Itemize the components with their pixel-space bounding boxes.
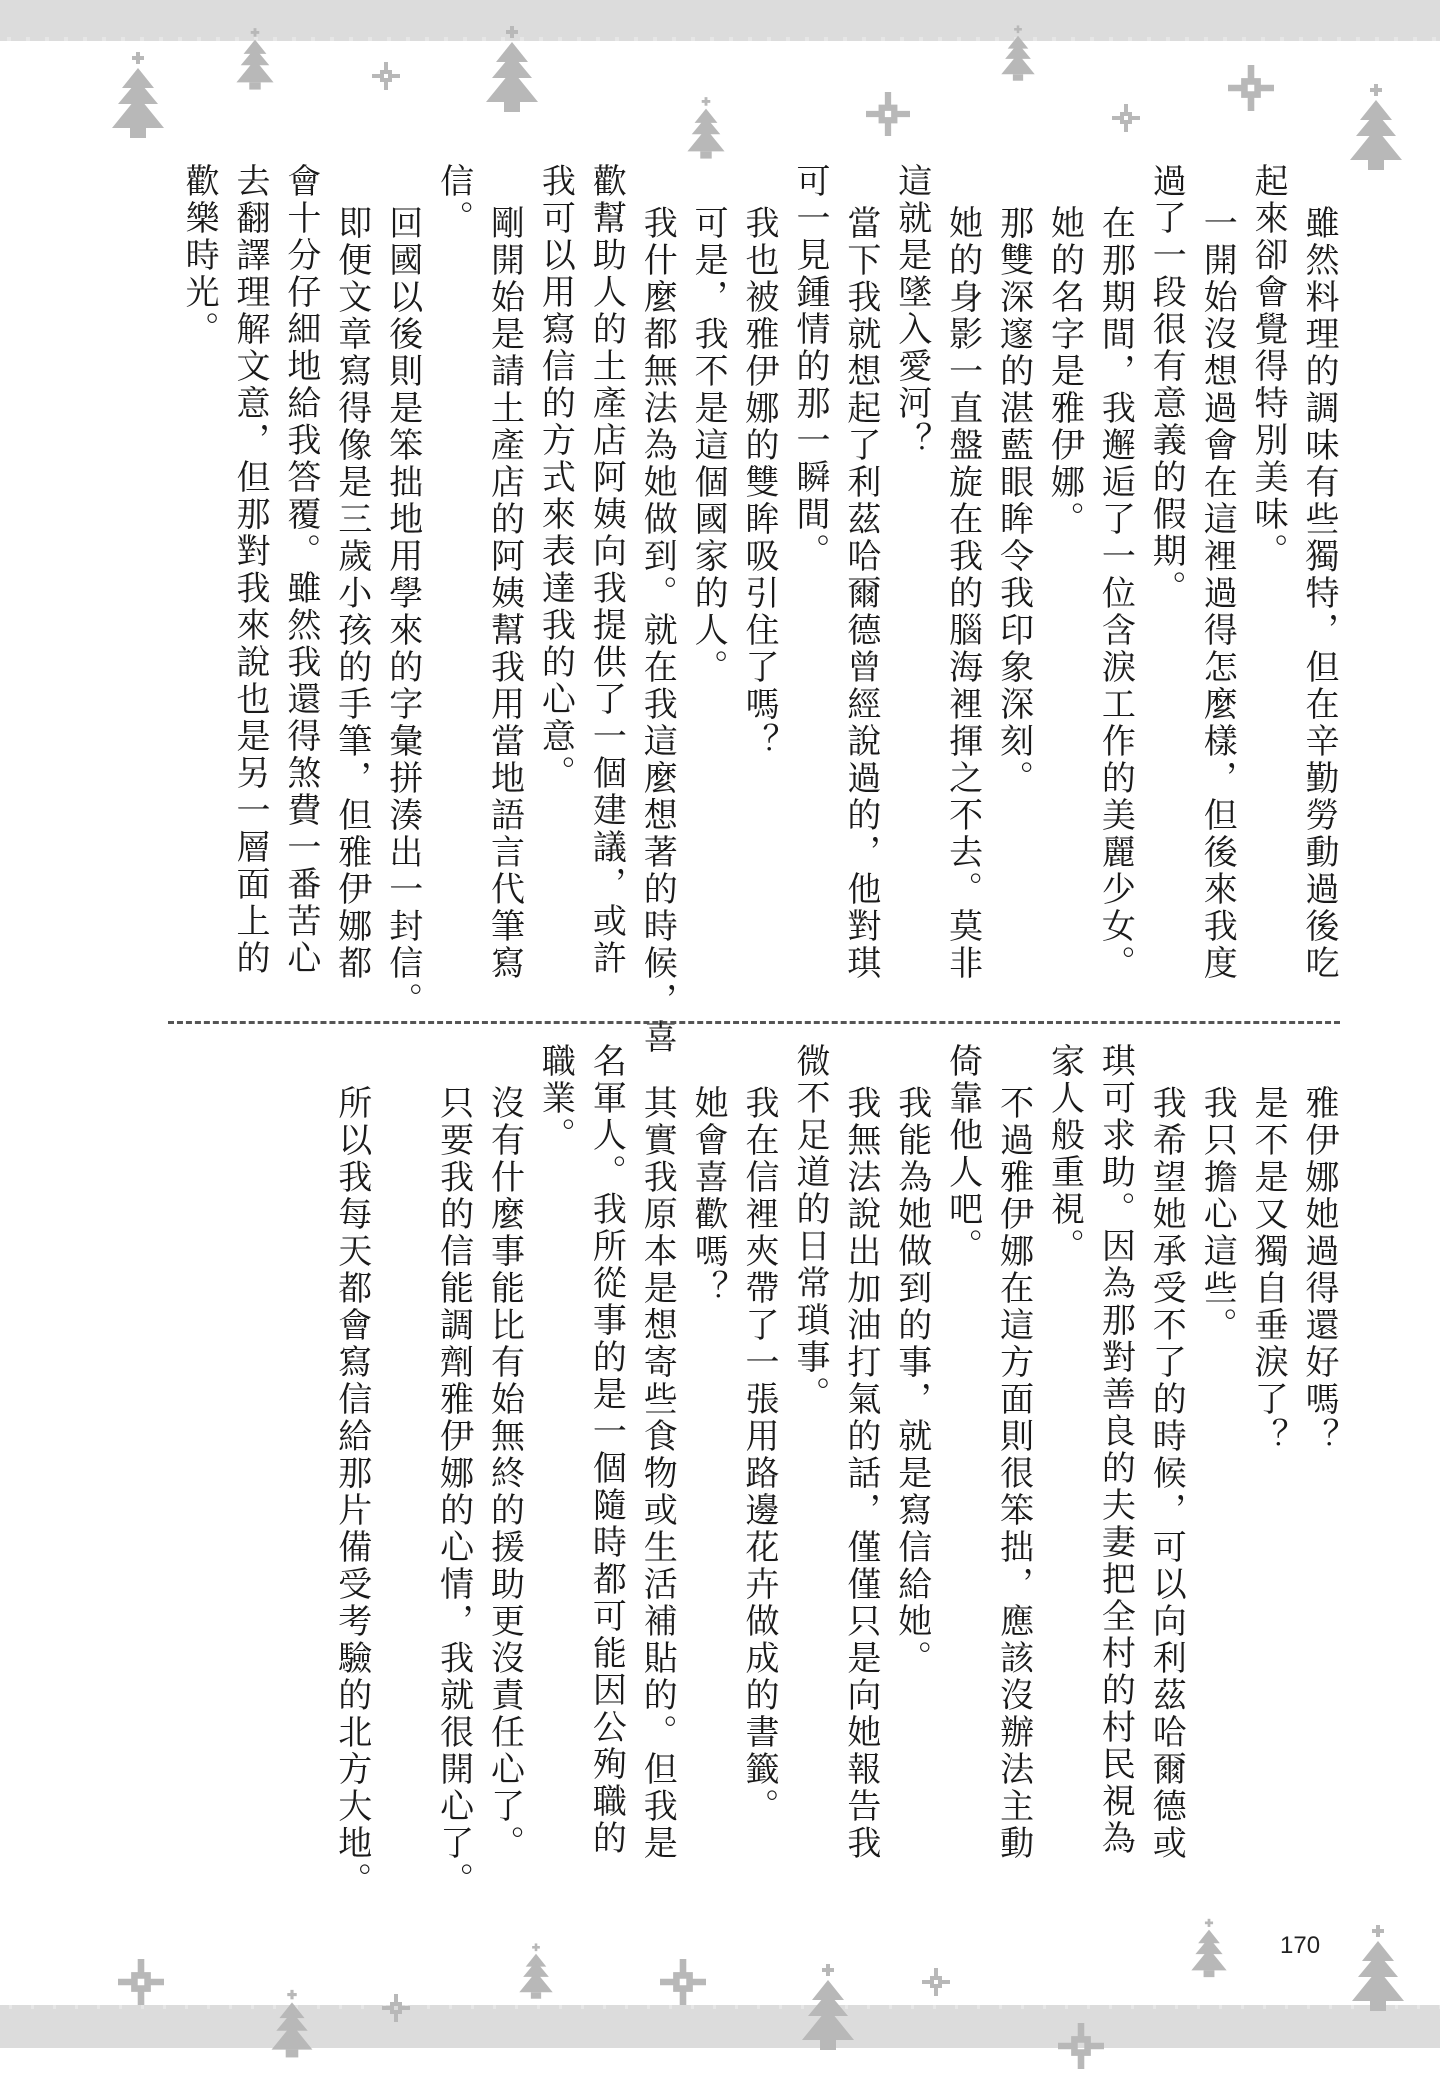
text-column: 微不足道的日常瑣事。 xyxy=(789,1043,830,1413)
text-column: 在那期間，我邂逅了一位含淚工作的美麗少女。 xyxy=(1095,205,1136,982)
text-column: 去翻譯理解文意，但那對我來說也是另一層面上的 xyxy=(229,163,270,977)
pine-tree-icon xyxy=(1348,66,1404,194)
text-column: 一開始沒想過會在這裡過得怎麼樣，但後來我度 xyxy=(1197,205,1238,982)
text-column: 剛開始是請土產店的阿姨幫我用當地語言代筆寫 xyxy=(484,205,525,982)
text-column: 我能為她做到的事，就是寫信給她。 xyxy=(891,1085,932,1677)
text-column: 名軍人。我所從事的是一個隨時都可能因公殉職的 xyxy=(586,1043,627,1857)
text-column: 這就是墜入愛河？ xyxy=(891,163,932,459)
text-column: 我可以用寫信的方式來表達我的心意。 xyxy=(535,163,576,792)
text-column: 她會喜歡嗎？ xyxy=(688,1085,729,1307)
snowflake-cross-icon xyxy=(922,1962,950,2002)
snowflake-cross-icon xyxy=(660,1950,706,2014)
text-column: 當下我就想起了利茲哈爾德曾經說過的，他對琪 xyxy=(840,205,881,982)
snowflake-cross-icon xyxy=(866,84,910,144)
text-column: 即便文章寫得像是三歲小孩的手筆，但雅伊娜都 xyxy=(331,205,372,982)
text-column: 所以我每天都會寫信給那片備受考驗的北方大地。 xyxy=(331,1085,372,1899)
text-column: 雖然料理的調味有些獨特，但在辛勤勞動過後吃 xyxy=(1299,205,1339,982)
pine-tree-icon xyxy=(110,52,166,144)
pine-tree-icon xyxy=(270,1972,314,2080)
dashed-section-divider xyxy=(168,1021,1340,1024)
text-column: 信。 xyxy=(433,163,474,237)
text-column: 可是，我不是這個國家的人。 xyxy=(688,205,729,686)
text-column: 我什麼都無法為她做到。就在我這麼想著的時候，喜 xyxy=(637,205,678,1056)
text-column: 是不是又獨自垂淚了？ xyxy=(1248,1085,1289,1455)
text-column: 家人般重視。 xyxy=(1044,1043,1085,1265)
snowflake-cross-icon xyxy=(1228,56,1274,120)
text-column: 我希望她承受不了的時候，可以向利茲哈爾德或 xyxy=(1146,1085,1187,1862)
page-number: 170 xyxy=(1280,1932,1321,1959)
text-column: 職業。 xyxy=(535,1043,576,1154)
pine-tree-icon xyxy=(235,28,275,94)
text-column: 我只擔心這些。 xyxy=(1197,1085,1238,1344)
text-column: 過了一段很有意義的假期。 xyxy=(1146,163,1187,607)
text-column: 可一見鍾情的那一瞬間。 xyxy=(789,163,830,570)
text-column: 只要我的信能調劑雅伊娜的心情，我就很開心了。 xyxy=(433,1085,474,1899)
text-column: 其實我原本是想寄些食物或生活補貼的。但我是 xyxy=(637,1085,678,1862)
text-column: 她的身影一直盤旋在我的腦海裡揮之不去。莫非 xyxy=(942,205,983,982)
snowflake-cross-icon xyxy=(372,62,400,90)
text-column: 歡樂時光。 xyxy=(179,163,220,348)
lower-text-section xyxy=(326,1043,1344,1943)
pine-tree-icon xyxy=(800,1960,856,2060)
text-column: 倚靠他人吧。 xyxy=(942,1043,983,1265)
pine-tree-icon xyxy=(484,26,540,118)
snowflake-cross-icon xyxy=(118,1950,164,2014)
bottom-border-band xyxy=(0,2008,1440,2048)
pine-tree-icon xyxy=(1000,12,1036,98)
text-column: 會十分仔細地給我答覆。雖然我還得煞費一番苦心 xyxy=(280,163,321,977)
text-column: 沒有什麼事能比有始無終的援助更沒責任心了。 xyxy=(484,1085,525,1862)
text-column: 那雙深邃的湛藍眼眸令我印象深刻。 xyxy=(993,205,1034,797)
pine-tree-icon xyxy=(686,90,726,170)
text-column: 回國以後則是笨拙地用學來的字彙拼湊出一封信。 xyxy=(382,205,423,1019)
text-column: 起來卻會覺得特別美味。 xyxy=(1248,163,1289,570)
pine-tree-icon xyxy=(1350,1922,1406,2020)
text-column: 我無法說出加油打氣的話，僅僅只是向她報告我 xyxy=(840,1085,881,1862)
text-column: 我也被雅伊娜的雙眸吸引住了嗎？ xyxy=(739,205,780,760)
text-column: 不過雅伊娜在這方面則很笨拙，應該沒辦法主動 xyxy=(993,1085,1034,1862)
text-column: 我在信裡夾帶了一張用路邊花卉做成的書籤。 xyxy=(739,1085,780,1825)
snowflake-cross-icon xyxy=(1112,98,1140,138)
snowflake-cross-icon xyxy=(1058,2014,1104,2078)
text-column: 琪可求助。因為那對善良的夫妻把全村的村民視為 xyxy=(1095,1043,1136,1857)
text-column: 她的名字是雅伊娜。 xyxy=(1044,205,1085,538)
text-column: 歡幫助人的土產店阿姨向我提供了一個建議，或許 xyxy=(586,163,627,977)
top-border-band xyxy=(0,0,1440,38)
snowflake-cross-icon xyxy=(382,1988,410,2028)
text-column: 雅伊娜她過得還好嗎？ xyxy=(1299,1085,1339,1455)
upper-text-section xyxy=(173,163,1344,1056)
